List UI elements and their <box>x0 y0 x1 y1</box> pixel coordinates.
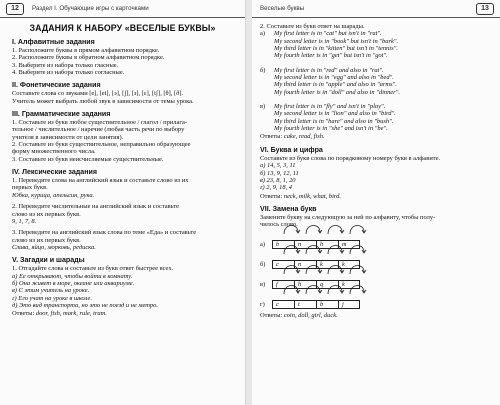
section-heading-letter-number: VI. Буква и цифра <box>260 145 323 154</box>
letter-box: k <box>316 260 338 269</box>
letter-box: h <box>294 280 316 289</box>
text-line: Замените букву на следующую за ней по алфавиту, чтобы полу- <box>260 213 436 221</box>
charade-line: My fourth letter is in "get" but isn't in "got". <box>274 52 388 60</box>
charade-line: My third letter is in "apple" and also in "arms". <box>274 81 397 89</box>
letter-box: n <box>294 240 316 249</box>
right-page <box>252 0 500 405</box>
letter-box: q <box>316 280 338 289</box>
page-number-left: 12 <box>6 3 24 15</box>
letter-box: b <box>272 240 294 249</box>
charade-group: б) My first letter is in "red" and also in "rat". My second letter is in "egg" and also in "bed". My third letter is in "apple" and also in "arms". My fourth letter is in "doll" and also in "dinner". <box>260 66 400 96</box>
text-line: слово из их первых букв. <box>12 210 81 218</box>
section-heading-letter-replace: VII. Замена букв <box>260 204 317 213</box>
example-line: 9, 1, 7, 8. <box>12 217 37 225</box>
arc-arrow-icon <box>306 265 320 274</box>
letter-box: k <box>338 280 360 289</box>
letter-box: k <box>338 260 360 269</box>
text-line: 2. Составьте из букв существительное, неправильно образующее <box>12 141 191 149</box>
text-line: 3. Переведите на английский язык слова по теме «Еда» и составьте <box>12 229 197 237</box>
arc-arrow-icon <box>306 245 320 254</box>
answers-value: cake, read, fish. <box>283 133 325 141</box>
number-item: б) 13, 9, 12, 11 <box>260 169 299 177</box>
section-heading-lexical: IV. Лексические задания <box>12 168 98 177</box>
arc-arrow-icon <box>328 265 342 274</box>
charade-line: My second letter is in "lion" and also in "bird". <box>274 110 396 118</box>
charade-line: My second letter is in "egg" and also in "bed". <box>274 74 394 82</box>
section-header-right: Веселые буквы <box>260 5 305 12</box>
letter-box: c <box>272 300 294 309</box>
answers-value: coin, doll, girl, duck. <box>283 311 338 319</box>
section-heading-phonetic: II. Фонетические задания <box>12 81 101 90</box>
text-line: тельное / числительное / наречие (любая часть речи по выбору <box>12 126 185 134</box>
text-line: форму множественного числа. <box>12 148 96 156</box>
arc-arrow-icon <box>350 245 364 254</box>
left-page <box>0 0 246 405</box>
section-heading-grammar: III. Грамматические задания <box>12 110 111 119</box>
letter-box-row <box>260 291 492 309</box>
arc-arrow-icon <box>284 245 298 254</box>
charade-line: My first letter is in "red" and also in "rat". <box>274 66 384 74</box>
arc-arrow-icon <box>350 225 364 234</box>
arc-arrow-icon <box>306 285 320 294</box>
arrow-arcs <box>282 222 378 236</box>
charade-line: My third letter is in "kitten" but isn't in "tennis". <box>274 45 398 53</box>
text-line: Составьте слова со звуками [e], [ei], [э], [ʃ], [з], [ɛ], [tʃ], [θ], [ð]. <box>12 90 184 98</box>
arc-arrow-icon <box>328 245 342 254</box>
row-label: б) <box>260 261 266 269</box>
arc-arrow-icon <box>328 285 342 294</box>
riddle-line: а) Ее открывают, чтобы войти в комнату. <box>12 272 133 280</box>
letter-box: j <box>338 300 360 309</box>
letter-box: t <box>294 300 316 309</box>
charade-line: My fourth letter is in "doll" and also in "dinner". <box>274 88 400 96</box>
riddle-line: д) Это вид транспорта, но это не поезд и не метро. <box>12 301 158 309</box>
letter-box-grid <box>260 231 492 309</box>
arc-arrow-icon <box>284 225 298 234</box>
text-line: чилось слово. <box>260 221 298 229</box>
arrow-arcs <box>282 242 378 256</box>
section-header-left: Раздел I. Обучающие игры с карточками <box>32 5 149 12</box>
example-line: Юбка, курица, апельсин, рука. <box>12 191 95 199</box>
text-line: Учитель может выбрать любой звук в зависимости от темы урока. <box>12 97 194 105</box>
answers-value: neck, milk, what, bird. <box>283 192 342 200</box>
arrow-arcs <box>282 282 378 296</box>
letter-box: f <box>272 280 294 289</box>
page-number-right: 13 <box>476 3 494 15</box>
arc-arrow-icon <box>350 265 364 274</box>
riddle-line: в) С этим учитель на уроке. <box>12 287 90 295</box>
arrow-arcs <box>282 262 378 276</box>
number-item: а) 14, 5, 3, 11 <box>260 162 296 170</box>
charade-line: My first letter is in "fly" and isn't in "play". <box>274 103 386 111</box>
text-line: 3. Выберите из набора только гласные. <box>12 61 119 69</box>
row-label: а) <box>260 241 265 249</box>
text-line: 2. Расположите буквы в обратном алфавитном порядке. <box>12 54 165 62</box>
answers-line <box>260 193 492 200</box>
right-page-header <box>252 0 500 18</box>
charade-group: a) My first letter is in "cat" but isn't in "rat". My second letter is in "book" but isn't in "bark". My third letter is in "kitten" but isn't in "tennis". My fourth letter is in "get" but isn't in "got". <box>260 30 399 60</box>
letter-box: n <box>294 260 316 269</box>
answers-line <box>260 312 492 319</box>
text-line: Составьте из букв слова по порядковому номеру букв в алфавите. <box>260 154 441 162</box>
left-page-header <box>0 0 245 18</box>
section-heading-riddles: V. Загадки и шарады <box>12 256 85 265</box>
row-label: в) <box>260 281 266 289</box>
answers-label: Ответы: <box>260 311 283 319</box>
charade-group: в) My first letter is in "fly" and isn't in "play". My second letter is in "lion" and also in "bird". My third letter is in "hare" and also in "bush". My fourth letter is in "she" and isn't in "be". <box>260 103 396 133</box>
text-line: 1. Расположите буквы в прямом алфавитном порядке. <box>12 47 160 54</box>
arc-arrow-icon <box>306 225 320 234</box>
example-line: Слива, яйцо, морковь, редиска. <box>12 243 96 251</box>
text-line: 2. Составьте из букв ответ на шарады. <box>260 23 365 30</box>
answers-label: Ответы: <box>12 310 35 318</box>
answers-line <box>260 133 492 140</box>
answers-label: Ответы: <box>260 133 283 141</box>
charade-line: My fourth letter is in "she" and isn't in "be". <box>274 125 388 133</box>
number-item: в) 23, 8, 1, 20 <box>260 176 296 184</box>
letter-box: h <box>316 240 338 249</box>
letter-box: b <box>316 300 338 309</box>
arc-arrow-icon <box>350 285 364 294</box>
text-line: 4. Выберите из набора только согласные. <box>12 69 125 77</box>
answers-value: door, fish, mark, rule, tram. <box>35 310 107 318</box>
text-line: 1. Отгадайте слова и составьте из букв ответ быстрее всех. <box>12 265 174 273</box>
text-line: 2. Переведите числительные на английский язык и составьте <box>12 203 180 211</box>
riddle-line: г) Его учат на уроке в школе. <box>12 294 93 302</box>
arc-arrow-icon <box>284 265 298 274</box>
section-heading-alphabet: I. Алфавитные задания <box>12 38 95 46</box>
text-line: 1. Переведите слова на английский язык и составьте слово из их <box>12 177 189 185</box>
riddle-line: б) Она живет в море, океане или аквариуме. <box>12 279 135 287</box>
letter-box: c <box>272 260 294 269</box>
charade-line: My first letter is in "cat" but isn't in "rat". <box>274 30 382 38</box>
text-line: слово из их первых букв. <box>12 236 81 244</box>
answers-label: Ответы: <box>260 192 283 200</box>
charade-line: My third letter is in "hare" and also in "bush". <box>274 117 394 125</box>
row-label: г) <box>260 301 265 309</box>
answers-line <box>12 310 233 317</box>
arc-arrow-icon <box>284 285 298 294</box>
text-line: учителя в зависимости от цели занятия). <box>12 133 124 141</box>
letter-box: m <box>338 240 360 249</box>
text-line: 3. Составьте из букв неисчисляемые существительные. <box>12 155 164 163</box>
charade-line: My second letter is in "book" but isn't in "bark". <box>274 37 399 45</box>
number-item: г) 2, 9, 18, 4 <box>260 184 293 192</box>
page-title: ЗАДАНИЯ К НАБОРУ «ВЕСЕЛЫЕ БУКВЫ» <box>29 23 216 33</box>
arc-arrow-icon <box>328 225 342 234</box>
text-line: 1. Составьте из букв любое существительное / глагол / прилага- <box>12 119 187 127</box>
text-line: первых букв. <box>12 184 48 192</box>
